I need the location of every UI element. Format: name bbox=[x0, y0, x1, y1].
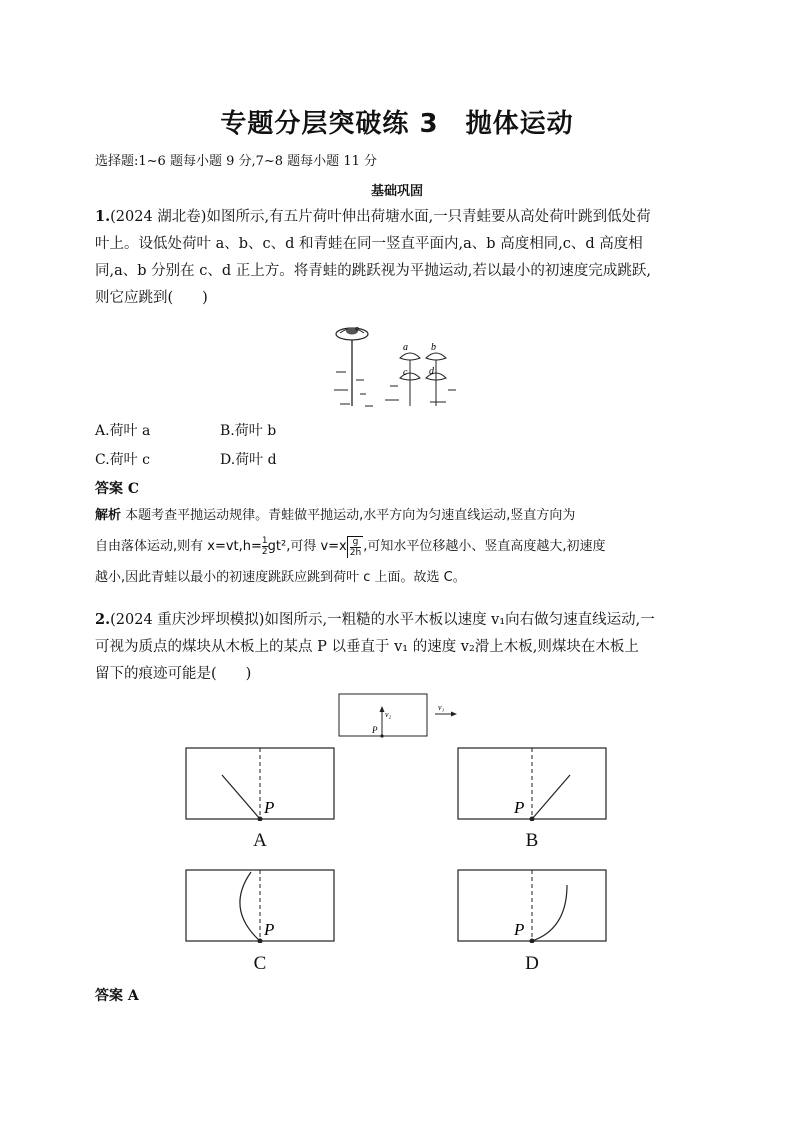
p-label: P bbox=[264, 920, 275, 939]
v1-label: v₁ bbox=[438, 703, 445, 712]
question-text-line: 可视为质点的煤块从木板上的某点 P 以垂直于 v₁ 的速度 v₂滑上木板,则煤块在木板上 bbox=[95, 639, 639, 655]
leaf-label-a: a bbox=[403, 342, 408, 353]
choice-figure-c bbox=[185, 869, 335, 943]
p-label: P bbox=[264, 798, 275, 817]
choice-figure-b bbox=[457, 747, 607, 821]
question-text-line: 叶上。设低处荷叶 a、b、c、d 和青蛙在同一竖直平面内,a、b 高度相同,c、d 高度相 bbox=[95, 236, 643, 252]
page-title: 专题分层突破练 3 抛体运动 bbox=[220, 109, 574, 139]
question-text-line: (2024 湖北卷)如图所示,有五片荷叶伸出荷塘水面,一只青蛙要从高处荷叶跳到低处荷 bbox=[110, 209, 651, 225]
board-figure bbox=[335, 690, 460, 740]
choice-figure-d bbox=[457, 869, 607, 943]
question-text-line: (2024 重庆沙坪坝模拟)如图所示,一粗糙的水平木板以速度 v₁向右做匀速直线运动,一 bbox=[110, 612, 655, 628]
choice-label-c: C bbox=[253, 953, 267, 974]
option-d: D.荷叶 d bbox=[220, 452, 277, 468]
sqrt-fraction: $\frac{g}{2h}$ bbox=[347, 536, 363, 558]
lotus-frog-figure bbox=[330, 320, 470, 412]
option-b: B.荷叶 b bbox=[220, 423, 277, 439]
question-text-line: 留下的痕迹可能是( ) bbox=[95, 666, 252, 682]
choice-label-a: A bbox=[253, 830, 267, 851]
question-text-line: 则它应跳到( ) bbox=[95, 290, 208, 306]
explanation-line: 越小,因此青蛙以最小的初速度跳跃应跳到荷叶 c 上面。故选 C。 bbox=[95, 570, 466, 585]
p-label: P bbox=[514, 920, 525, 939]
p-label: P bbox=[372, 725, 378, 735]
option-c: C.荷叶 c bbox=[95, 452, 150, 468]
choice-label-b: B bbox=[525, 830, 539, 851]
choice-label-d: D bbox=[525, 953, 539, 974]
explanation-line: gt²,可得 v=x bbox=[267, 539, 347, 554]
choice-figure-a bbox=[185, 747, 335, 821]
explanation-line: 自由落体运动,则有 x=vt,h= bbox=[95, 539, 262, 554]
leaf-label-d: d bbox=[429, 366, 434, 377]
fraction-half: $\frac{1}{2}$ bbox=[261, 536, 268, 557]
leaf-label-b: b bbox=[431, 342, 436, 353]
question-number: 1. bbox=[95, 208, 111, 225]
question-number: 2. bbox=[95, 611, 111, 628]
explanation-line: ,可知水平位移越小、竖直高度越大,初速度 bbox=[363, 539, 606, 554]
explanation-label: 解析 bbox=[95, 508, 122, 523]
answer-1: 答案 C bbox=[95, 481, 140, 497]
question-text-line: 同,a、b 分别在 c、d 正上方。将青蛙的跳跃视为平抛运动,若以最小的初速度完成跳跃, bbox=[95, 263, 651, 279]
option-a: A.荷叶 a bbox=[95, 423, 151, 439]
question-1 bbox=[95, 203, 698, 312]
p-label: P bbox=[514, 798, 525, 817]
subtitle: 选择题:1~6 题每小题 9 分,7~8 题每小题 11 分 bbox=[95, 154, 377, 169]
explanation-line: 本题考查平抛运动规律。青蛙做平抛运动,水平方向为匀速直线运动,竖直方向为 bbox=[125, 508, 576, 523]
explanation-1 bbox=[95, 503, 700, 583]
answer-2: 答案 A bbox=[95, 988, 139, 1004]
leaf-label-c: c bbox=[403, 367, 408, 378]
v2-label: v₂ bbox=[385, 710, 392, 719]
section-heading: 基础巩固 bbox=[370, 184, 423, 199]
question-2 bbox=[95, 606, 698, 688]
